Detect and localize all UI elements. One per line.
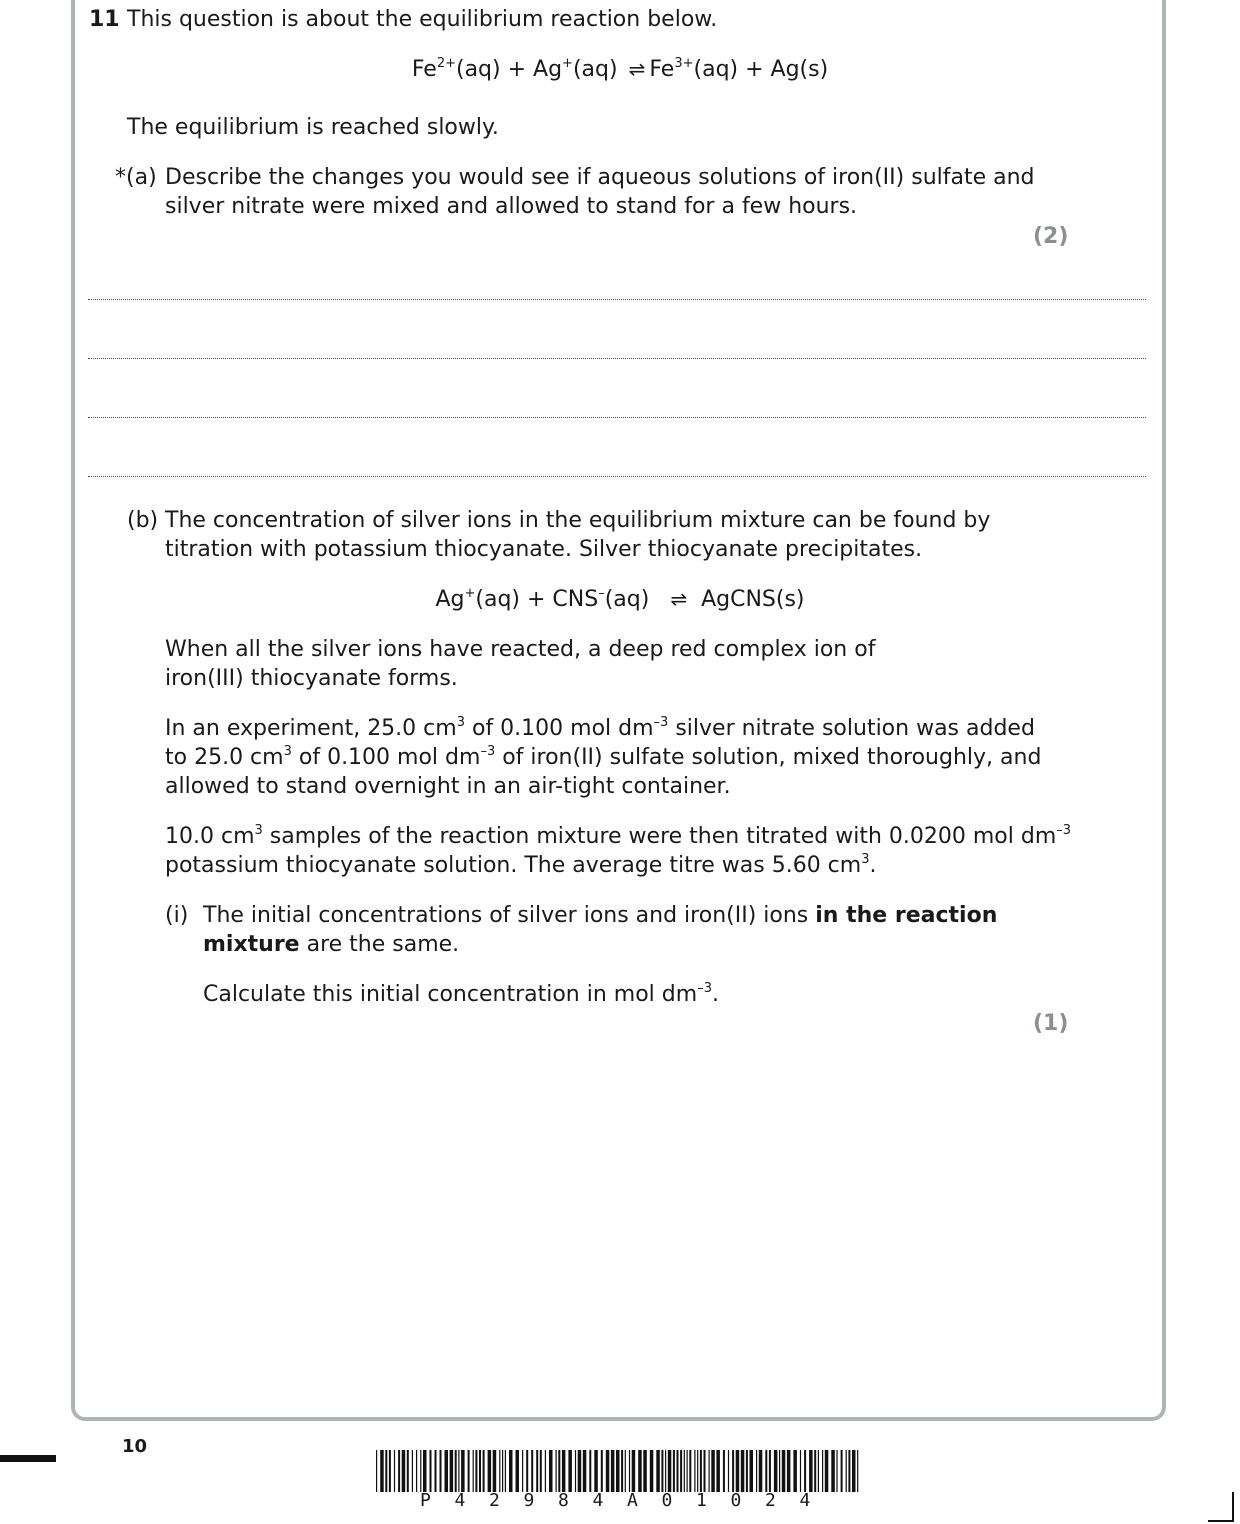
barcode-bar: [625, 1450, 626, 1492]
barcode-bar: [848, 1450, 850, 1492]
barcode-character: 4: [592, 1490, 604, 1511]
barcode-bar: [394, 1450, 395, 1492]
sub-part-i-label: (i): [165, 903, 189, 928]
barcode-bar: [575, 1450, 576, 1492]
answer-line[interactable]: [88, 299, 1146, 300]
barcode-bar: [684, 1450, 685, 1492]
barcode-character: A: [627, 1490, 638, 1511]
barcode-bar: [540, 1450, 542, 1492]
barcode-bar: [423, 1450, 427, 1492]
barcode-bar: [430, 1450, 432, 1492]
barcode-bar: [704, 1450, 706, 1492]
barcode-bar: [814, 1450, 816, 1492]
barcode-bar: [779, 1450, 780, 1492]
barcode-bar: [668, 1450, 672, 1492]
barcode-bar: [435, 1450, 437, 1492]
barcode-bar: [376, 1450, 377, 1492]
barcode-character: 8: [558, 1490, 569, 1511]
barcode-bar: [616, 1450, 620, 1492]
answer-line[interactable]: [88, 417, 1146, 418]
barcode-bar: [416, 1450, 417, 1492]
barcode-bar: [756, 1450, 757, 1492]
barcode-bar: [857, 1450, 858, 1492]
part-b-line-2: titration with potassium thiocyanate. Silver thiocyanate precipitates.: [165, 537, 923, 562]
barcode-bar: [516, 1450, 520, 1492]
barcode-bar: [562, 1450, 566, 1492]
barcode-bar: [589, 1450, 591, 1492]
barcode-bar: [420, 1450, 421, 1492]
barcode-character: 0: [661, 1490, 673, 1511]
barcode-bar: [846, 1450, 847, 1492]
barcode-bar: [450, 1450, 454, 1492]
part-a-label: *(a): [115, 165, 157, 190]
barcode-character: 4: [799, 1490, 811, 1511]
barcode-bar: [716, 1450, 720, 1492]
part-b-para3-line-2: potassium thiocyanate solution. The average titre was 5.60 $cm^3$.: [165, 852, 877, 878]
barcode-bar: [711, 1450, 715, 1492]
page-number: 10: [122, 1436, 148, 1457]
crop-mark: [1232, 1492, 1234, 1522]
part-a-marks: (2): [1033, 224, 1069, 249]
barcode-image: [376, 1450, 862, 1494]
barcode-bar: [841, 1450, 843, 1492]
barcode-bar: [700, 1450, 702, 1492]
part-a-line-2: silver nitrate were mixed and allowed to stand for a few hours.: [165, 194, 858, 219]
barcode-bar: [650, 1450, 654, 1492]
barcode-bar: [665, 1450, 666, 1492]
barcode-bar: [594, 1450, 598, 1492]
barcode-character: 1: [696, 1490, 707, 1511]
answer-area[interactable]: [90, 1045, 1150, 1405]
barcode-bar: [407, 1450, 409, 1492]
barcode-bar: [412, 1450, 413, 1492]
thiocyanate-equation: Ag+(aq) + CNS–(aq) ⇌ AgCNS(s): [435, 586, 805, 612]
barcode-bar: [852, 1450, 856, 1492]
barcode-bar: [836, 1450, 837, 1492]
sub-part-i-line-2: mixture are the same.: [203, 932, 460, 957]
barcode-bar: [606, 1450, 610, 1492]
barcode-bar: [809, 1450, 813, 1492]
barcode-bar: [526, 1450, 528, 1492]
barcode-bar: [765, 1450, 767, 1492]
barcode-bar: [479, 1450, 481, 1492]
barcode-bar: [468, 1450, 470, 1492]
barcode-character: 2: [765, 1490, 776, 1511]
barcode-bar: [488, 1450, 492, 1492]
barcode-bar: [385, 1450, 387, 1492]
equilibrium-note: The equilibrium is reached slowly.: [127, 115, 499, 140]
barcode-bar: [741, 1450, 745, 1492]
barcode-bar: [723, 1450, 725, 1492]
crop-mark: [1208, 1520, 1234, 1522]
barcode-bar: [483, 1450, 485, 1492]
barcode-bar: [774, 1450, 778, 1492]
barcode-bar: [629, 1450, 630, 1492]
barcode-bar: [531, 1450, 533, 1492]
part-b-para2-line-3: allowed to stand overnight in an air-tight container.: [165, 774, 731, 799]
barcode-bar: [697, 1450, 698, 1492]
barcode-bar: [458, 1450, 459, 1492]
part-b-para1-line-2: iron(III) thiocyanate forms.: [165, 666, 458, 691]
barcode-bar: [694, 1450, 695, 1492]
barcode-bar: [545, 1450, 546, 1492]
question-intro: This question is about the equilibrium reaction below.: [127, 7, 718, 32]
barcode-bar: [825, 1450, 829, 1492]
barcode-bar: [793, 1450, 797, 1492]
barcode-bar: [643, 1450, 647, 1492]
barcode-bar: [769, 1450, 771, 1492]
sub-part-i-marks: (1): [1033, 1011, 1069, 1036]
part-a-line-1: Describe the changes you would see if aqueous solutions of iron(II) sulfate and: [165, 165, 1035, 190]
barcode-bar: [621, 1450, 623, 1492]
barcode-bar: [687, 1450, 688, 1492]
barcode: [376, 1450, 862, 1494]
barcode-character: 9: [523, 1490, 535, 1511]
barcode-bar: [689, 1450, 691, 1492]
barcode-bar: [380, 1450, 384, 1492]
barcode-bar: [493, 1450, 497, 1492]
barcode-bar: [746, 1450, 748, 1492]
barcode-bar: [402, 1450, 406, 1492]
barcode-bar: [502, 1450, 503, 1492]
barcode-bar: [558, 1450, 560, 1492]
question-number: 11: [89, 7, 120, 32]
barcode-bar: [677, 1450, 679, 1492]
barcode-bar: [549, 1450, 553, 1492]
answer-line[interactable]: [88, 476, 1146, 477]
part-b-label: (b): [127, 508, 159, 533]
barcode-bar: [440, 1450, 442, 1492]
barcode-bar: [389, 1450, 391, 1492]
barcode-bar: [509, 1450, 513, 1492]
part-b-para1-line-1: When all the silver ions have reacted, a deep red complex ion of: [165, 637, 876, 662]
equilibrium-arrow-icon: ⇌: [670, 587, 688, 611]
barcode-character: 2: [489, 1490, 500, 1511]
barcode-bar: [787, 1450, 791, 1492]
barcode-bar: [732, 1450, 734, 1492]
barcode-bar: [611, 1450, 615, 1492]
barcode-bar: [656, 1450, 660, 1492]
equilibrium-equation: $Fe^{2+}(aq) + Ag^+(aq)$ ⇌ $Fe^{3+}(aq) + Ag(s)$: [411, 56, 829, 82]
barcode-bar: [499, 1450, 500, 1492]
barcode-bar: [661, 1450, 663, 1492]
barcode-bar: [709, 1450, 710, 1492]
barcode-bar: [398, 1450, 400, 1492]
barcode-bar: [461, 1450, 465, 1492]
barcode-bar: [638, 1450, 642, 1492]
barcode-bar: [804, 1450, 806, 1492]
barcode-bar: [556, 1450, 557, 1492]
barcode-bar: [728, 1450, 729, 1492]
part-b-para3-line-1: 10.0 $cm^3$ samples of the reaction mixture were then titrated with 0.0200 mol $dm^{-3}$: [165, 823, 1072, 849]
sub-part-i-instruction: Calculate this initial concentration in mol $dm^{-3}$.: [203, 981, 719, 1007]
barcode-bar: [536, 1450, 538, 1492]
barcode-bar: [800, 1450, 801, 1492]
barcode-character: 0: [730, 1490, 742, 1511]
page-edge-mark: [0, 1455, 56, 1462]
barcode-bar: [505, 1450, 506, 1492]
barcode-character: P: [420, 1490, 431, 1511]
part-b-para2-line-2: to 25.0 $cm^3$ of 0.100 mol $dm^{-3}$ of iron(II) sulfate solution, mixed thoroughly, and: [165, 744, 1042, 770]
part-b-para2-line-1: In an experiment, 25.0 $cm^3$ of 0.100 mol $dm^{-3}$ silver nitrate solution was added: [165, 715, 1035, 741]
barcode-bar: [578, 1450, 582, 1492]
barcode-bar: [445, 1450, 449, 1492]
part-b-line-1: The concentration of silver ions in the equilibrium mixture can be found by: [165, 508, 991, 533]
barcode-bar: [568, 1450, 572, 1492]
barcode-bar: [831, 1450, 835, 1492]
barcode-bar: [759, 1450, 763, 1492]
barcode-bar: [632, 1450, 636, 1492]
barcode-bar: [473, 1450, 474, 1492]
barcode-text: [420, 1490, 834, 1511]
barcode-bar: [455, 1450, 457, 1492]
barcode-bar: [583, 1450, 587, 1492]
barcode-character: 4: [454, 1490, 466, 1511]
barcode-bar: [818, 1450, 819, 1492]
barcode-bar: [750, 1450, 754, 1492]
barcode-bar: [673, 1450, 675, 1492]
barcode-bar: [822, 1450, 823, 1492]
barcode-bar: [736, 1450, 740, 1492]
barcode-bar: [522, 1450, 523, 1492]
barcode-bar: [680, 1450, 682, 1492]
barcode-bar: [475, 1450, 477, 1492]
sub-part-i-line-1: The initial concentrations of silver ions and iron(II) ions in the reaction: [203, 903, 998, 928]
barcode-bar: [782, 1450, 786, 1492]
answer-line[interactable]: [88, 358, 1146, 359]
barcode-bar: [601, 1450, 603, 1492]
equilibrium-arrow-icon: ⇌: [628, 57, 646, 81]
